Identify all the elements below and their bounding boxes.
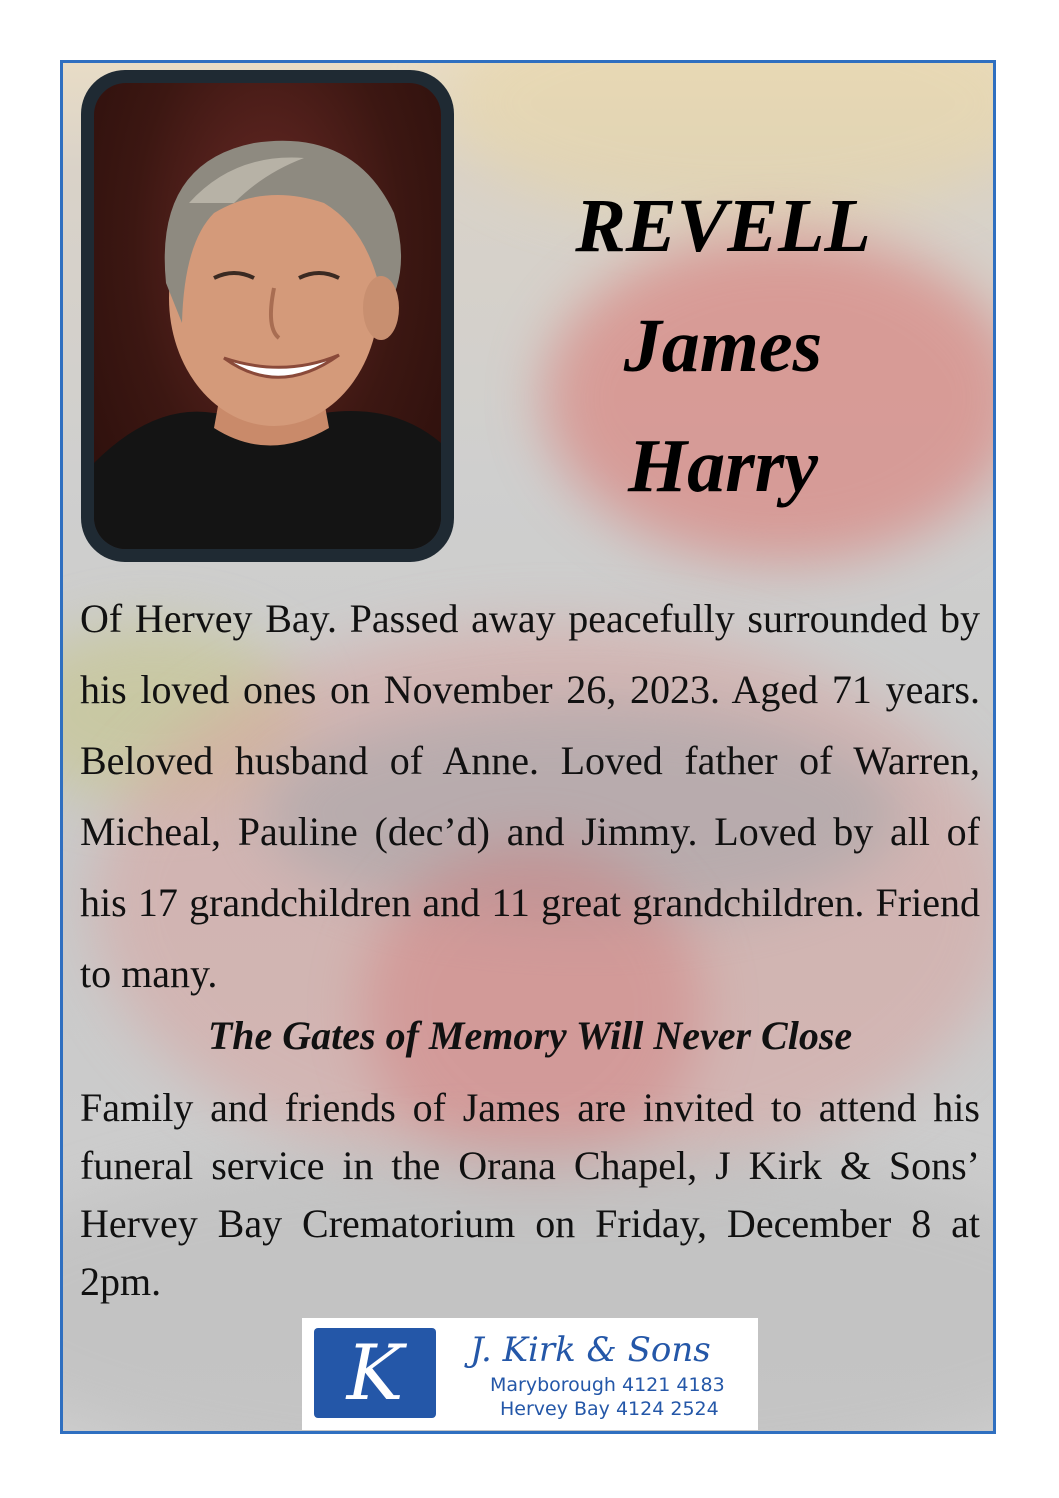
service-details: Family and friends of James are invited to attend his funeral service in the Orana Chapel, J Kirk & Sons’ Hervey Bay Crematorium on Friday, December 8 at 2pm.	[80, 1085, 980, 1304]
portrait-photo	[81, 70, 454, 562]
notice-body: Of Hervey Bay. Passed away peacefully surrounded by his loved ones on November 26, 2023. Aged 71 years. Beloved husband of Anne. Loved father of Warren, Micheal, Pauline (dec’d) and Jimmy. Loved by all of his 17 grandchildren and 11 great grandchildren. Friend to many.	[80, 596, 980, 996]
emblem-letter: K	[346, 1328, 404, 1417]
hervey-bay-phone: Hervey Bay 4124 2524	[500, 1398, 719, 1420]
funeral-director-logo	[302, 1318, 758, 1430]
deceased-name	[523, 166, 923, 526]
surname: REVELL	[575, 184, 871, 268]
funeral-director-name: J. Kirk & Sons	[470, 1330, 711, 1370]
portrait-image	[94, 83, 441, 549]
middle-name: Harry	[628, 424, 818, 508]
notice-frame	[60, 60, 996, 1434]
first-name: James	[623, 304, 823, 388]
memorial-motto: The Gates of Memory Will Never Close	[207, 1013, 853, 1058]
maryborough-phone: Maryborough 4121 4183	[490, 1374, 725, 1396]
portrait-illustration	[94, 83, 441, 549]
kirk-emblem-icon	[314, 1328, 436, 1418]
